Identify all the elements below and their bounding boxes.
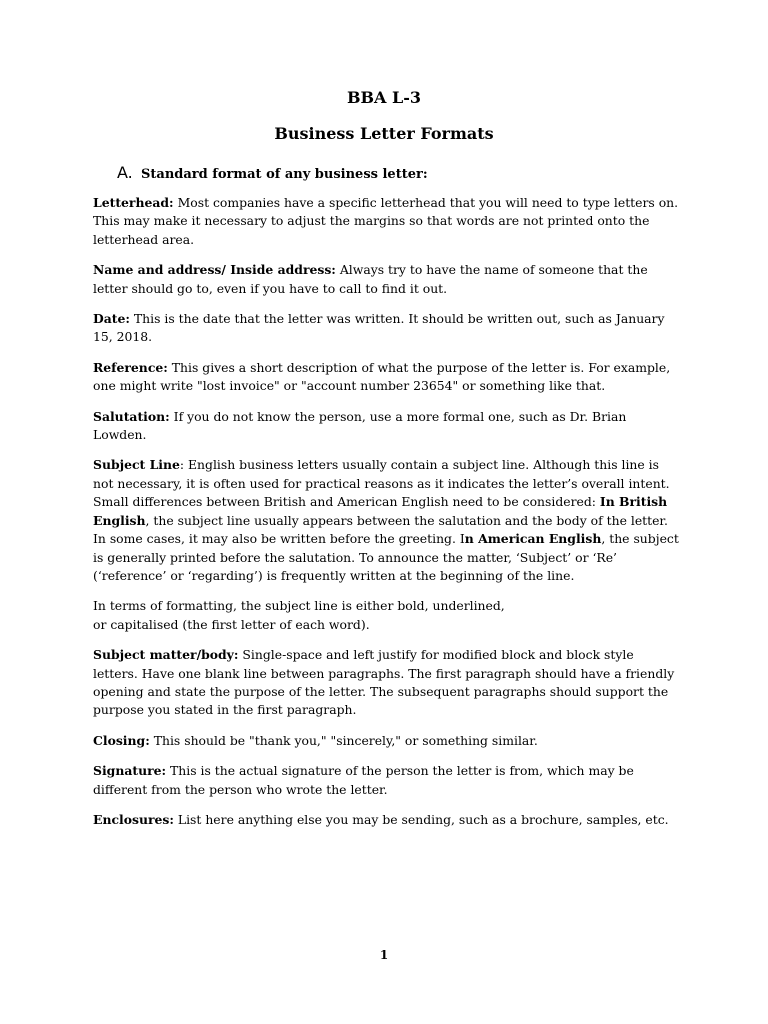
term-description: , the subject is generally printed before the salutation. To announce the matter, ‘Subject’ or ‘Re’ (‘reference’ or ‘regarding’) is frequently written at the beginning of the line.: [93, 531, 679, 583]
paragraph-salutation: [93, 408, 681, 445]
term-label: Name and address/ Inside address:: [93, 262, 336, 278]
formatting-line-1: In terms of formatting, the subject line is either bold, underlined,: [93, 598, 505, 614]
term-description: This should be "thank you," "sincerely," or something similar.: [149, 732, 538, 748]
term-label: Date:: [93, 311, 130, 327]
section-heading-label: Standard format of any business letter:: [141, 167, 428, 182]
paragraph-letterhead: [93, 194, 681, 249]
term-description: This gives a short description of what the purpose of the letter is. For example, one might write "lost invoice" or "account number 23654" or something like that.: [93, 359, 671, 394]
paragraph-closing: [93, 732, 681, 750]
term-description: List here anything else you may be sending, such as a brochure, samples, etc.: [173, 811, 669, 827]
term-description: Most companies have a specific letterhead that you will need to type letters on. This may make it necessary to adjust the margins so that words are not printed onto the letterhead area.: [93, 195, 679, 247]
term-description: : English business letters usually contain a subject line. Although this line is not necessary, it is often used for practical reasons as it indicates the letter’s overall intent. Small differences between British and American English need to be considered:: [93, 457, 670, 510]
term-label: Signature:: [93, 763, 167, 779]
term-label: Subject Line: [93, 457, 180, 473]
paragraph-inside-address: [93, 261, 681, 298]
paragraph-subject-matter: [93, 646, 681, 720]
formatting-line-2: or capitalised (the first letter of each word).: [93, 616, 370, 632]
term-label: Letterhead:: [93, 195, 174, 210]
term-description: If you do not know the person, use a more formal one, such as Dr. Brian Lowden.: [93, 408, 627, 443]
paragraph-formatting: [93, 597, 681, 634]
paragraph-signature: [93, 762, 681, 799]
page-title: Business Letter Formats: [274, 124, 494, 143]
british-english-label: In British English: [93, 494, 668, 528]
term-description: This is the date that the letter was written. It should be written out, such as January 15, 2018.: [93, 311, 665, 345]
section-heading: [117, 163, 677, 185]
page-number: 1: [379, 948, 389, 962]
term-description: Always try to have the name of someone that the letter should go to, even if you have to call to find it out.: [93, 262, 648, 296]
paragraph-enclosures: [93, 811, 681, 829]
term-description: , the subject line usually appears between the salutation and the body of the letter. In some cases, it may also be written before the greeting. I: [93, 512, 668, 547]
document-body: [93, 194, 681, 841]
term-label: Reference:: [93, 359, 168, 375]
term-label: Enclosures:: [93, 811, 174, 827]
term-label: Subject matter/body:: [93, 647, 239, 663]
term-label: Salutation:: [93, 408, 170, 424]
term-description: This is the actual signature of the person the letter is from, which may be different from the person who wrote the letter.: [93, 763, 634, 797]
term-label: Closing:: [93, 732, 150, 748]
term-description: Single-space and left justify for modified block and block style letters. Have one blank line between paragraphs. The first paragraph should have a friendly opening and state the purpose of the letter. The subsequent paragraphs should support the purpose you stated in the first paragraph.: [93, 647, 675, 718]
section-marker: A.: [117, 163, 133, 182]
paragraph-date: [93, 310, 681, 347]
american-english-label: n American English: [464, 531, 602, 547]
paragraph-reference: [93, 359, 681, 396]
course-code: BBA L-3: [346, 88, 422, 107]
paragraph-subject-line: [93, 456, 681, 585]
